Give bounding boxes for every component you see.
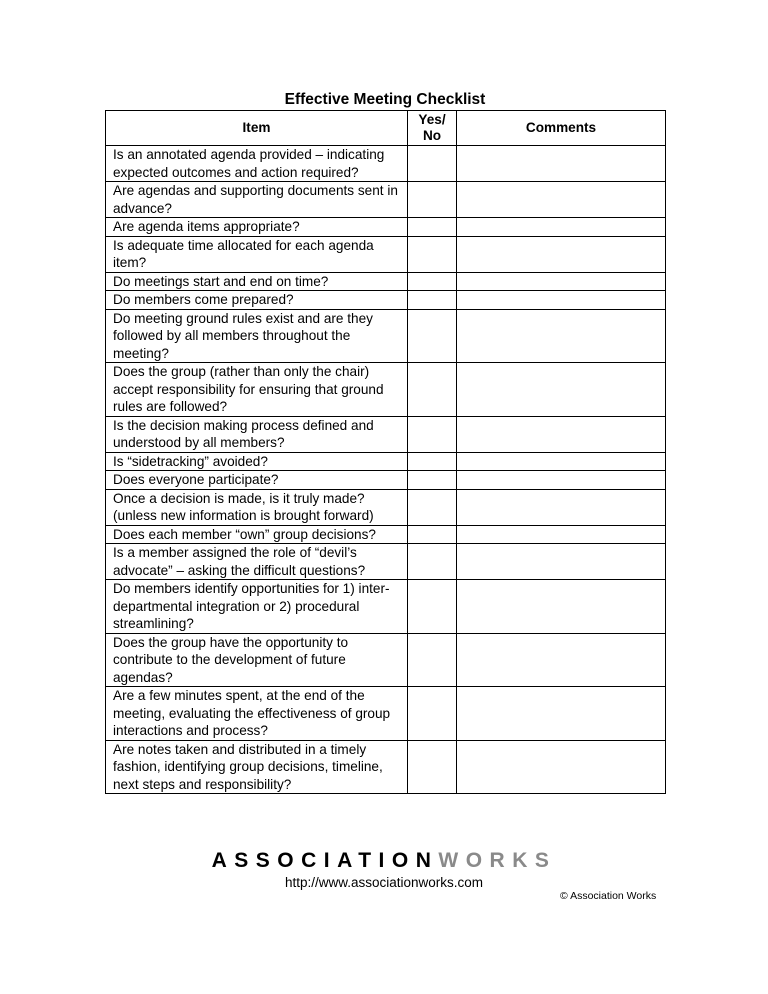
item-cell: Do members identify opportunities for 1) inter-departmental integration or 2) procedural streamlining? bbox=[106, 580, 408, 634]
logo-text-association: ASSOCIATION bbox=[211, 849, 439, 872]
yes-no-cell bbox=[408, 218, 457, 237]
comments-cell bbox=[457, 236, 666, 272]
yes-no-cell bbox=[408, 236, 457, 272]
table-row bbox=[106, 309, 666, 363]
comments-cell bbox=[457, 291, 666, 310]
table-row bbox=[106, 471, 666, 490]
yes-no-cell bbox=[408, 363, 457, 417]
table-row bbox=[106, 218, 666, 237]
table-row bbox=[106, 544, 666, 580]
yes-no-cell bbox=[408, 272, 457, 291]
table-row bbox=[106, 489, 666, 525]
comments-cell bbox=[457, 363, 666, 417]
comments-cell bbox=[457, 580, 666, 634]
table-row bbox=[106, 416, 666, 452]
comments-cell bbox=[457, 489, 666, 525]
yes-no-cell bbox=[408, 740, 457, 794]
comments-cell bbox=[457, 309, 666, 363]
comments-cell bbox=[457, 633, 666, 687]
comments-cell bbox=[457, 452, 666, 471]
item-cell: Do meetings start and end on time? bbox=[106, 272, 408, 291]
item-cell: Does the group have the opportunity to contribute to the development of future agendas? bbox=[106, 633, 408, 687]
item-cell: Is the decision making process defined and understood by all members? bbox=[106, 416, 408, 452]
page-title: Effective Meeting Checklist bbox=[284, 91, 486, 108]
table-row bbox=[106, 525, 666, 544]
copyright-notice: © Association Works bbox=[560, 890, 657, 902]
item-cell: Does each member “own” group decisions? bbox=[106, 525, 408, 544]
checklist-table bbox=[105, 110, 666, 794]
table-row bbox=[106, 182, 666, 218]
comments-cell bbox=[457, 525, 666, 544]
table-row bbox=[106, 633, 666, 687]
item-cell: Is adequate time allocated for each agenda item? bbox=[106, 236, 408, 272]
comments-cell bbox=[457, 218, 666, 237]
item-cell: Does everyone participate? bbox=[106, 471, 408, 490]
table-row bbox=[106, 146, 666, 182]
yes-no-cell bbox=[408, 471, 457, 490]
table-row bbox=[106, 363, 666, 417]
item-cell: Are notes taken and distributed in a timely fashion, identifying group decisions, timeline, next steps and responsibility? bbox=[106, 740, 408, 794]
table-row bbox=[106, 291, 666, 310]
item-cell: Are agendas and supporting documents sent in advance? bbox=[106, 182, 408, 218]
website-link[interactable]: http://www.associationworks.com bbox=[284, 875, 484, 890]
comments-cell bbox=[457, 416, 666, 452]
column-header-yes-no bbox=[408, 111, 457, 146]
yes-no-cell bbox=[408, 525, 457, 544]
yes-no-cell bbox=[408, 182, 457, 218]
yes-no-cell bbox=[408, 580, 457, 634]
comments-cell bbox=[457, 740, 666, 794]
comments-cell bbox=[457, 544, 666, 580]
item-cell: Once a decision is made, is it truly made? (unless new information is brought forward) bbox=[106, 489, 408, 525]
comments-cell bbox=[457, 182, 666, 218]
item-cell: Are agenda items appropriate? bbox=[106, 218, 408, 237]
item-cell: Do members come prepared? bbox=[106, 291, 408, 310]
table-row bbox=[106, 272, 666, 291]
yes-no-cell bbox=[408, 309, 457, 363]
item-cell: Is a member assigned the role of “devil’s advocate” – asking the difficult questions? bbox=[106, 544, 408, 580]
yes-no-cell bbox=[408, 687, 457, 741]
yes-no-cell bbox=[408, 489, 457, 525]
comments-cell bbox=[457, 471, 666, 490]
item-cell: Are a few minutes spent, at the end of the meeting, evaluating the effectiveness of group interactions and process? bbox=[106, 687, 408, 741]
yes-no-cell bbox=[408, 544, 457, 580]
table-header-row bbox=[106, 111, 666, 146]
comments-cell bbox=[457, 687, 666, 741]
logo-text-works: WORKS bbox=[438, 849, 557, 872]
yes-no-cell bbox=[408, 633, 457, 687]
table-row bbox=[106, 236, 666, 272]
yes-no-cell bbox=[408, 416, 457, 452]
column-header-item: Item bbox=[106, 111, 408, 146]
table-row bbox=[106, 740, 666, 794]
table-row bbox=[106, 580, 666, 634]
yes-no-cell bbox=[408, 452, 457, 471]
item-cell: Does the group (rather than only the chair) accept responsibility for ensuring that ground rules are followed? bbox=[106, 363, 408, 417]
column-header-comments: Comments bbox=[457, 111, 666, 146]
table-row bbox=[106, 687, 666, 741]
association-works-logo bbox=[0, 848, 768, 874]
yes-no-cell bbox=[408, 291, 457, 310]
item-cell: Do meeting ground rules exist and are they followed by all members throughout the meeting? bbox=[106, 309, 408, 363]
item-cell: Is “sidetracking” avoided? bbox=[106, 452, 408, 471]
yes-header-line: Yes/ bbox=[418, 112, 446, 127]
item-cell: Is an annotated agenda provided – indicating expected outcomes and action required? bbox=[106, 146, 408, 182]
table-row bbox=[106, 452, 666, 471]
comments-cell bbox=[457, 146, 666, 182]
no-header-line: No bbox=[422, 128, 442, 143]
yes-no-cell bbox=[408, 146, 457, 182]
comments-cell bbox=[457, 272, 666, 291]
